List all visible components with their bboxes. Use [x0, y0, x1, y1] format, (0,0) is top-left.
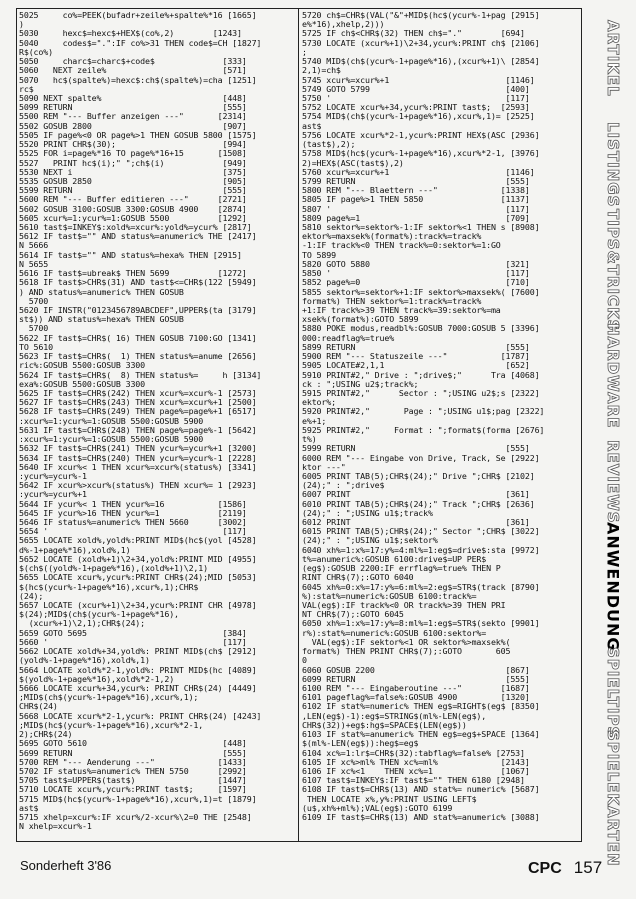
code-line: ck : ";USING u2$;track%; — [302, 379, 419, 389]
code-line: $(24);MID$(ch$(ycur%-1+page%*16), — [19, 610, 179, 620]
section-tab-spielekarten — [594, 729, 632, 867]
section-tab-label: SPIELEKARTEN — [604, 729, 622, 867]
code-line: (24);" : ";drive$ — [302, 481, 385, 491]
code-line: ) AND status%=anumeric% THEN GOSUB — [19, 287, 184, 297]
code-line: 5715 xhelp=xcur%:IF xcur%/2-xcur%\2=0 THE [2548] — [19, 813, 252, 823]
code-line: ric%:GOSUB 5500:GOSUB 3300 — [19, 361, 145, 371]
code-line: (24);" : ";USING u1$;track% — [302, 508, 433, 518]
code-line: +1:IF track%>39 THEN track%=39:sektor%=ma — [302, 306, 501, 315]
code-line: ; — [302, 47, 307, 57]
code-line: 6100 REM "--- Eingaberoutine ---" [1687] — [302, 683, 530, 693]
code-line: N 5666 — [19, 241, 49, 251]
code-line: 6050 xh%=1:x%=17:y%=8:ml%=1:eg$=STR$(sekto [9901] — [302, 619, 540, 629]
code-line: (yold%-1+page%*16),xold%,1) — [19, 656, 150, 666]
code-line: 5800 REM "--- Blaettern ---" [1338] — [302, 186, 530, 196]
code-line: 5999 RETURN [555] — [302, 444, 530, 454]
code-line: 5030 hexc$=hexc$+HEX$(co%,2) [1243] — [19, 29, 242, 39]
code-line: 5725 IF ch$<CHR$(32) THEN ch$="." [694] — [302, 29, 525, 39]
code-line: VAL(eg$):IF sektor%<1 OR sektor%>maxsek%( — [302, 637, 511, 647]
code-line: xsek%(format%):GOTO 5899 — [302, 315, 419, 325]
code-line: 5699 RETURN [555] — [19, 748, 247, 758]
code-line: 5535 GOSUB 2850 [905] — [19, 176, 247, 186]
code-line: $(hc$(ycur%-1+page%*16),xcur%,1);CHR$ — [19, 582, 199, 592]
code-line: 6101 pageflag%=false%:GOSUB 4900 [1320] — [302, 693, 530, 703]
code-line: 6106 IF xc%<1 THEN xc%=1 [1067] — [302, 766, 530, 776]
section-tab-label: HARDWARE — [604, 322, 622, 429]
code-line: 5758 MID$(hc$(ycur%-1+page%*16),xcur%*2-1, [3976] — [302, 149, 540, 159]
code-line: 5925 PRINT#2," Format : ";format$(forma [2676] — [302, 425, 545, 435]
code-line: 6107 tast$=INKEY$:IF tast$="" THEN 6180 [2948] — [302, 776, 525, 786]
code-line: r%):stat%=numeric%:GOSUB 6100:sektor%= — [302, 628, 487, 638]
code-line: 6060 GOSUB 2200 [867] — [302, 665, 530, 675]
code-line: 000:readflag%=true% — [302, 333, 395, 343]
code-line: 5530 NEXT i [375] — [19, 167, 247, 177]
code-line: 6010 PRINT TAB(5);CHR$(24);" Track ";CHR$ [2636] — [302, 499, 535, 509]
code-line: 5720 ch$=CHR$(VAL("&"+MID$(hc$(ycur%-1+pag [2915] — [302, 11, 540, 20]
code-line: 5040 codes$=".":IF co%>31 THEN code$=CH [1827] — [19, 38, 262, 48]
code-line: :xcur%=1:ycur%=1:GOSUB 5500:GOSUB 5900 — [19, 435, 204, 445]
code-line: 5614 IF tast$="" AND status%=hexa% THEN [2915] — [19, 250, 242, 260]
code-line: 5809 page%=1 [709] — [302, 213, 530, 223]
section-tab-hardware — [594, 323, 632, 429]
code-line: 6005 PRINT TAB(5);CHR$(24);" Drive ";CHR$ [2102] — [302, 471, 535, 481]
code-line: 5820 GOTO 5880 [321] — [302, 259, 530, 269]
code-line: :xcur%=1:ycur%=1:GOSUB 5500:GOSUB 5900 — [19, 416, 204, 426]
code-line: 5805 IF page%>1 THEN 5850 [1137] — [302, 195, 530, 205]
code-line: 5657 LOCATE (xcur%+1)\2+34,ycur%:PRINT CHR [4978] — [19, 601, 257, 610]
section-tab-label: TIPS&TRICKS — [604, 208, 622, 332]
code-line: (tast$),2); — [302, 140, 356, 150]
code-line: 5915 PRINT#2," Sector : ";USING u2$;s [2322] — [302, 388, 540, 398]
footer-issue — [20, 858, 111, 878]
code-line: 5664 LOCATE xold%*2-1,yold%: PRINT MID$(hc [4089] — [19, 665, 257, 675]
section-tab-label: REVIEWS — [604, 439, 622, 524]
section-tab-listings — [594, 112, 632, 218]
code-line: (xcur%+1)\2,1);CHR$(24); — [19, 619, 145, 629]
code-line: 5666 LOCATE xcur%+34,ycur%: PRINT CHR$(24) [4449] — [19, 683, 257, 693]
code-line: 5618 IF tast$>CHR$(31) AND tast$<=CHR$(122 [5949] — [19, 278, 257, 288]
listing-column-left — [19, 11, 301, 831]
code-line: e%*16),xhelp,2))) — [302, 20, 385, 30]
code-line: N 5655 — [19, 259, 49, 269]
section-tab-label: ARTIKEL — [604, 20, 622, 98]
code-line: 5655 LOCATE xcur%,ycur%:PRINT CHR$(24);MID [5053] — [19, 573, 257, 583]
code-line: t%=anumeric%:GOSUB 6100:drive$=UP PER$ — [302, 554, 487, 564]
code-line: 5520 PRINT CHR$(30); [994] — [19, 140, 247, 150]
code-line: VAL(eg$):IF track%<0 OR track%>39 THEN PRI — [302, 601, 506, 610]
section-tab-artikel — [594, 6, 632, 112]
code-line: 5631 IF tast$=CHR$(248) THEN page%=page%-1 [5642] — [19, 425, 257, 435]
code-line: 5659 GOTO 5695 [384] — [19, 628, 247, 638]
code-line: 5700 — [19, 324, 49, 334]
code-line: 5644 IF ycur%< 1 THEN ycur%=16 [1586] — [19, 499, 247, 509]
code-line: e%+1; — [302, 416, 327, 426]
code-line: 6103 IF stat%=anumeric% THEN eg$=eg$+SPACE [1364] — [302, 730, 540, 740]
code-line: 6109 IF tast$=CHR$(13) AND stat%=anumeric% [3088] — [302, 813, 540, 823]
code-line: THEN LOCATE x%,y%:PRINT USING LEFT$ — [302, 794, 477, 804]
code-line: 5502 GOSUB 2800 [907] — [19, 121, 247, 131]
code-line: 5600 REM "--- Buffer editieren ---" [2721] — [19, 195, 247, 205]
code-line: 5910 PRINT#2," Drive : ";drive$;" Tra [4068] — [302, 370, 540, 380]
code-line: 5654 ' [117] — [19, 527, 247, 537]
code-line: 5652 LOCATE (xold%+1)\2+34,yold%:PRINT MID [4955] — [19, 554, 257, 564]
code-line: rc$ — [19, 84, 34, 94]
code-line: 5799 RETURN [555] — [302, 176, 530, 186]
code-line: 5050 charc$=charc$+code$ [333] — [19, 57, 247, 67]
code-line: 5662 LOCATE xold%+34,yold%: PRINT MID$(ch$ [2912] — [19, 647, 257, 657]
code-line: ktor ---" — [302, 462, 346, 472]
code-line: -1:IF track%<0 THEN track%=0:sektor%=1:GO — [302, 241, 501, 251]
code-line: 5632 IF tast$=CHR$(241) THEN ycur%=ycur%+1 [3200] — [19, 444, 257, 454]
code-line: 5622 IF tast$=CHR$( 16) THEN GOSUB 7100:GO [1341] — [19, 333, 257, 343]
section-tab-anwendung — [594, 522, 632, 652]
code-line: 5060 NEXT zeile% [571] — [19, 66, 247, 76]
listing-column-right — [302, 11, 580, 822]
code-line: ast$ — [19, 803, 39, 813]
footer-brand-page — [528, 858, 602, 878]
code-line: 5602 GOSUB 3100:GOSUB 3300:GOSUB 4900 [2874] — [19, 204, 247, 214]
code-line: CHR$(24) — [19, 702, 58, 712]
code-line: 5525 FOR i=page%*16 TO page%*16+15 [1508] — [19, 149, 247, 159]
code-line: 5610 tast$=INKEY$:xold%=xcur%:yold%=ycur% [2817] — [19, 223, 252, 233]
code-line: RINT CHR$(7);:GOTO 6040 — [302, 573, 414, 583]
code-line: 0 — [302, 656, 307, 666]
code-line: 5070 hc$(spalte%)=hexc$:ch$(spalte%)=cha [1251] — [19, 75, 257, 85]
code-line: 5646 IF status%=anumeric% THEN 5660 [3002] — [19, 518, 247, 528]
section-tab-reviews — [594, 429, 632, 535]
code-line: 6105 IF xc%>ml% THEN xc%=ml% [2143] — [302, 757, 530, 767]
code-line: 5624 IF tast$=CHR$( 8) THEN status%= h [3134] — [19, 370, 262, 380]
code-line: exa%:GOSUB 5500:GOSUB 3300 — [19, 379, 145, 389]
code-line: format%) THEN PRINT CHR$(7);:GOTO 605 — [302, 647, 511, 657]
code-line: NT CHR$(7);:GOTO 6045 — [302, 610, 404, 620]
code-line: 6045 xh%=0:x%=17:y%=6:ml%=2:eg$=STR$(track [8790] — [302, 582, 540, 592]
code-line: $(yold%-1+page%*16),xold%*2-1,2) — [19, 674, 175, 684]
code-line: 5700 — [19, 296, 49, 306]
code-line: 6102 IF stat%=numeric% THEN eg$=RIGHT$(eg$ [8350] — [302, 702, 540, 712]
code-line: 5628 IF tast$=CHR$(249) THEN page%=page%+1 [6517] — [19, 407, 257, 417]
code-line: ektor%; — [302, 398, 336, 408]
code-line: 5740 MID$(ch$(ycur%-1+page%*16),(xcur%+1)\ [2854] — [302, 57, 540, 67]
section-tab-label: SPIELTIPS — [604, 646, 622, 739]
magazine-brand: CPC — [528, 860, 562, 877]
code-line: 5899 RETURN [555] — [302, 342, 530, 352]
code-line: ast$ — [302, 121, 322, 131]
code-line: (u$,xh%+ml%);VAL(eg$):GOTO 6199 — [302, 803, 453, 813]
code-line: 5880 POKE modus,readbl%:GOSUB 7000:GOSUB 5 [3396] — [302, 324, 540, 334]
code-line: 5752 LOCATE xcur%+34,ycur%:PRINT tast$; [2593] — [302, 103, 530, 113]
code-line: 6012 PRINT [361] — [302, 518, 530, 528]
page-number: 157 — [573, 858, 603, 877]
code-line: 5505 IF page%<0 OR page%>1 THEN GOSUB 5800 [1575] — [19, 130, 257, 140]
code-line: 5760 xcur%=xcur%+1 [1146] — [302, 167, 535, 177]
code-line: 5605 xcur%=1:ycur%=1:GOSUB 5500 [1292] — [19, 213, 247, 223]
code-line: 6000 REM "--- Eingabe von Drive, Track, Se [2922] — [302, 453, 540, 463]
code-line: 5850 ' [117] — [302, 269, 530, 279]
code-line: 5754 MID$(ch$(ycur%-1+page%*16),xcur%,1)= [2525] — [302, 112, 535, 122]
code-line: 5616 IF tast$=ubreak$ THEN 5699 [1272] — [19, 269, 247, 279]
section-tab-bar — [594, 6, 632, 867]
code-line: 2);CHR$(24) — [19, 730, 73, 740]
code-line: 5627 IF tast$=CHR$(243) THEN xcur%=xcur%+1 [2500] — [19, 398, 257, 408]
code-line: 5527 PRINT hc$(i);" ";ch$(i) [949] — [19, 158, 247, 168]
section-tab-label: LISTINGS — [604, 121, 622, 208]
code-line: 5645 IF ycur%>16 THEN ycur%=1 [2119] — [19, 508, 247, 518]
code-line: 5700 REM "--- Aenderung ---" [1433] — [19, 757, 247, 767]
code-line: 5705 tast$=UPPER$(tast$) [1447] — [19, 776, 247, 786]
code-line: 5642 IF xcur%>xcur%(status%) THEN xcur%= 1 [2923] — [19, 481, 257, 491]
code-line: R$(co%) — [19, 47, 53, 57]
code-line: TO 5899 — [302, 250, 336, 260]
code-line: 5756 LOCATE xcur%*2-1,ycur%:PRINT HEX$(ASC [2936] — [302, 130, 540, 140]
code-line: 5640 IF xcur%< 1 THEN xcur%=xcur%(status%) [3341] — [19, 462, 257, 472]
code-line: 5702 IF status%=anumeric% THEN 5750 [2992] — [19, 766, 247, 776]
code-line: 5905 LOCATE#2,1,1 [652] — [302, 361, 530, 371]
code-line: d%-1+page%*16),xold%,1) — [19, 545, 131, 555]
code-line: 5750 ' [117] — [302, 93, 530, 103]
code-line: st$)) AND status%=hexa% THEN GOSUB — [19, 315, 184, 325]
code-line: 6040 xh%=1:x%=17:y%=4:ml%=1:eg$=drive$:sta [9972] — [302, 545, 540, 555]
code-line: ,LEN(eg$)-1):eg$=STRING$(ml%-LEN(eg$), — [302, 711, 487, 721]
issue-label: Sonderheft 3'86 — [20, 858, 112, 873]
section-tab-tipstricks — [594, 208, 632, 332]
code-line: :ycur%=ycur%-1 — [19, 471, 87, 481]
code-line: 5625 IF tast$=CHR$(242) THEN xcur%=xcur%-1 [2573] — [19, 388, 257, 398]
code-line: 5099 RETURN [555] — [19, 103, 247, 113]
code-line: 5710 LOCATE xcur%,ycur%:PRINT tast$; [1597] — [19, 785, 247, 795]
code-line: (24); — [19, 591, 44, 601]
code-line: 6007 PRINT [361] — [302, 490, 530, 500]
code-line: 5745 xcur%=xcur%+1 [1146] — [302, 75, 535, 85]
code-line: 5025 co%=PEEK(bufadr+zeile%+spalte%*16 [1665] — [19, 11, 257, 20]
code-line: 5668 LOCATE xcur%*2-1,ycur%: PRINT CHR$(24) [4243] — [19, 711, 262, 721]
code-line: 5623 IF tast$=CHR$( 1) THEN status%=anume [2656] — [19, 352, 257, 362]
code-line: format%) THEN sektor%=1:track%=track% — [302, 296, 482, 306]
code-line: 5730 LOCATE (xcur%+1)\2+34,ycur%:PRINT ch$ [2106] — [302, 38, 540, 48]
section-tab-label: ANWENDUNG — [603, 522, 623, 652]
code-line: 5749 GOTO 5799 [400] — [302, 84, 530, 94]
code-line: $(ml%-LEN(eg$)):heg$=eg$ — [302, 739, 419, 749]
code-line: 5090 NEXT spalte% [448] — [19, 93, 247, 103]
code-line: ;MID$(ch$(ycur%-1+page%*16),xcur%,1); — [19, 693, 199, 703]
code-line: 5695 GOTO 5610 [448] — [19, 739, 247, 749]
code-line: 5500 REM "--- Buffer anzeigen ---" [2314] — [19, 112, 247, 122]
code-line: 6015 PRINT TAB(5);CHR$(24);" Sector ";CHR$ [3022] — [302, 527, 540, 537]
code-line: 5920 PRINT#2," Page : ";USING u1$;pag [2322] — [302, 407, 545, 417]
code-line: 5807 ' [117] — [302, 204, 530, 214]
code-line: TO 5610 — [19, 342, 53, 352]
code-line: ;MID$(hc$(ycur%-1+page%*16),xcur%*2-1, — [19, 720, 204, 730]
code-line: (eg$):GOSUB 2200:IF errflag%=true% THEN P — [302, 564, 501, 574]
code-line: ) — [19, 20, 24, 30]
code-line: 5810 sektor%=sektor%-1:IF sektor%<1 THEN s [8908] — [302, 223, 540, 233]
code-line: 5660 ' [117] — [19, 637, 247, 647]
code-line: 5655 LOCATE xold%,yold%:PRINT MID$(hc$(yol [4528] — [19, 536, 257, 546]
code-line: 5900 REM "--- Statuszeile ---" [1787] — [302, 352, 530, 362]
code-line: CHR$(32))+eg$:hg$=SPACE$(LEN(eg$)) — [302, 720, 467, 730]
code-line: 5599 RETURN [555] — [19, 186, 247, 196]
code-line: ektor%=maxsek%(format%):track%=track% — [302, 232, 482, 242]
code-line: 5620 IF INSTR("0123456789ABCDEF",UPPER$(ta [3179] — [19, 306, 257, 315]
code-line: (24);" : ";USING u1$;sektor% — [302, 536, 438, 546]
code-line: 6104 xc%=1:lr$=CHR$(32):tabflag%=false% [2753] — [302, 748, 525, 758]
code-line: t%) — [302, 435, 317, 445]
code-line: 5715 MID$(hc$(ycur%-1+page%*16),xcur%,1)=t [1879] — [19, 794, 257, 804]
code-line: 2,1)=ch$ — [302, 66, 341, 76]
code-line: 2)=HEX$(ASC(tast$),2) — [302, 158, 404, 168]
code-line: 6099 RETURN [555] — [302, 674, 530, 684]
code-line: :ycur%=ycur%+1 — [19, 490, 87, 500]
code-line: 5855 sektor%=sektor%+1:IF sektor%>maxsek%( [7600] — [302, 287, 540, 297]
code-line: 5634 IF tast$=CHR$(240) THEN ycur%=ycur%-1 [2228] — [19, 453, 257, 463]
code-line: 6108 IF tast$=CHR$(13) AND stat%= numeric% [5687] — [302, 785, 540, 795]
code-line: $(ch$((yold%-1+page%*16),(xold%+1)\2,1) — [19, 564, 208, 574]
code-line: 5852 page%=0 [710] — [302, 278, 530, 288]
code-line: N xhelp=xcur%-1 — [19, 822, 92, 832]
code-line: %):stat%=numeric%:GOSUB 6100:track%= — [302, 591, 477, 601]
code-line: 5612 IF tast$="" AND status%=anumeric% THE [2417] — [19, 232, 257, 242]
